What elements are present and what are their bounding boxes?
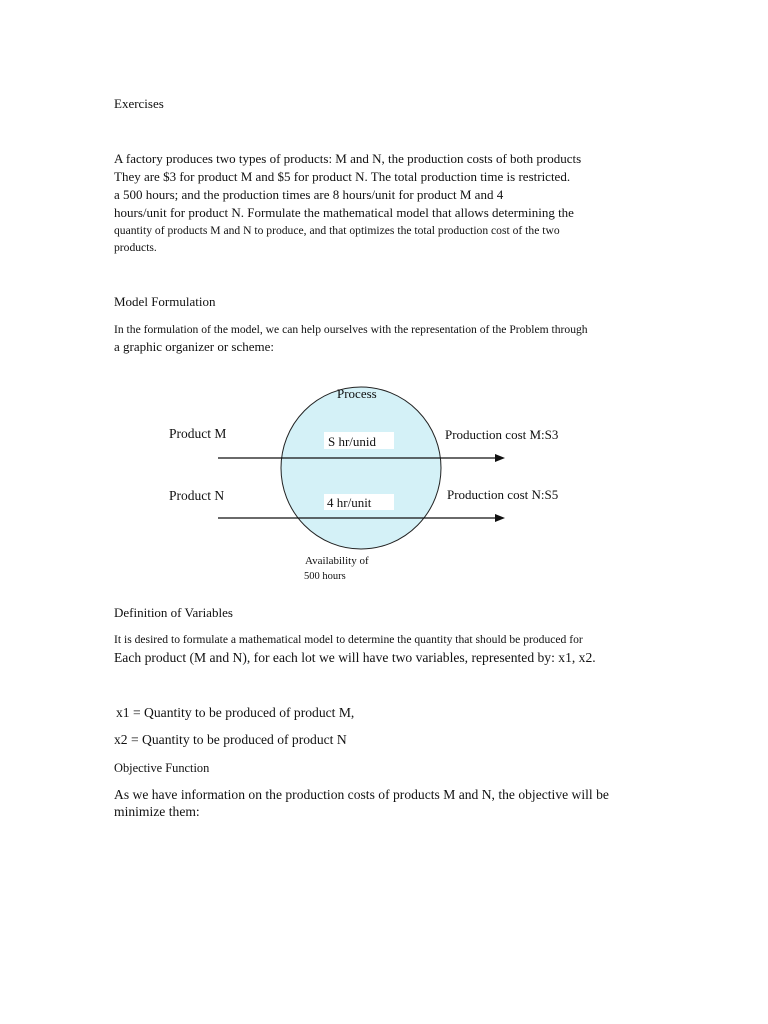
model-formulation-heading: Model Formulation [114, 294, 216, 309]
exercises-heading: Exercises [114, 96, 164, 111]
problem-line: A factory produces two types of products: M and N, the production costs of both products [114, 151, 582, 166]
problem-line: quantity of products M and N to produce, and that optimizes the total production cost of the two [114, 224, 560, 237]
process-circle [281, 387, 441, 549]
definition-of-variables-heading: Definition of Variables [114, 605, 233, 620]
objective-line: As we have information on the production costs of products M and N, the objective will be [114, 787, 609, 802]
product-n-label: Product N [169, 488, 225, 503]
objective-function-heading: Objective Function [114, 761, 210, 775]
time-n-label: 4 hr/unit [327, 495, 372, 510]
availability-line2: 500 hours [304, 571, 346, 582]
variables-line: It is desired to formulate a mathematical model to determine the quantity that should be produced for [114, 633, 583, 646]
time-m-label: S hr/unid [328, 434, 377, 449]
cost-m-label: Production cost M:S3 [445, 427, 559, 442]
problem-line: a 500 hours; and the production times are 8 hours/unit for product M and 4 [114, 187, 504, 202]
process-label: Process [337, 386, 377, 401]
problem-line: hours/unit for product N. Formulate the mathematical model that allows determining the [114, 205, 574, 220]
objective-line: minimize them: [114, 804, 200, 819]
cost-n-label: Production cost N:S5 [447, 487, 559, 502]
model-line: a graphic organizer or scheme: [114, 339, 275, 354]
x1-definition: x1 = Quantity to be produced of product M, [116, 705, 355, 720]
problem-line: They are $3 for product M and $5 for product N. The total production time is restricted. [114, 169, 571, 184]
process-diagram [150, 380, 620, 590]
problem-line: products. [114, 241, 157, 254]
arrow-n-head [495, 514, 505, 522]
x2-definition: x2 = Quantity to be produced of product N [114, 732, 347, 747]
model-line: In the formulation of the model, we can help ourselves with the representation of the Problem through [114, 323, 588, 336]
arrow-m-head [495, 454, 505, 462]
availability-line1: Availability of [305, 555, 369, 567]
variables-line: Each product (M and N), for each lot we will have two variables, represented by: x1, x2. [114, 650, 596, 665]
product-m-label: Product M [169, 426, 227, 441]
